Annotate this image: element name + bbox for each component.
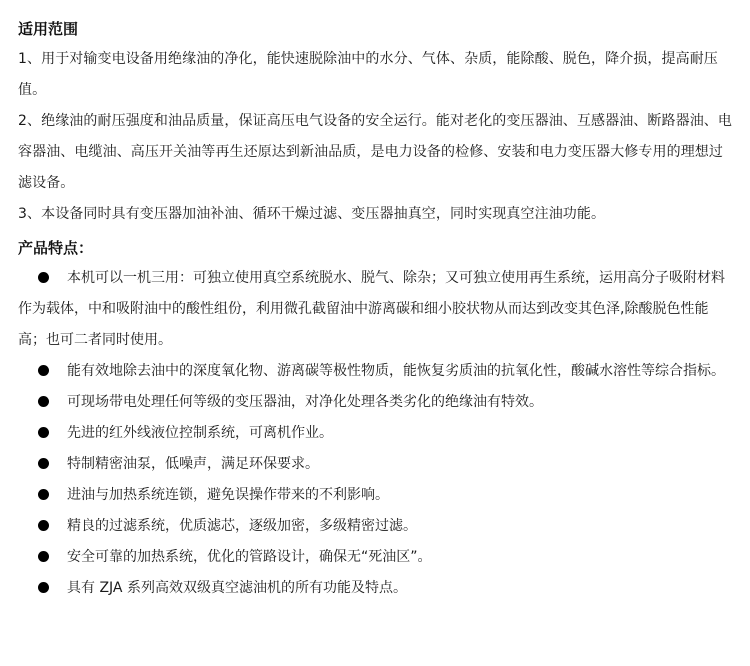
section-title-product-features: 产品特点： <box>18 239 94 257</box>
feature-list <box>18 263 732 604</box>
bullet-dot-icon <box>38 272 49 283</box>
feature-item <box>18 449 732 480</box>
feature-item <box>18 480 732 511</box>
feature-text: 本机可以一机三用：可独立使用真空系统脱水、脱气、除杂；又可独立使用再生系统，运用高分子吸附材料作为载体，中和吸附油中的酸性组份，利用微孔截留油中游离碳和细小胶状物从而达到改变其色泽,除酸脱色性能高；也可二者同时使用。 <box>18 270 725 348</box>
bullet-dot-icon <box>38 365 49 376</box>
feature-text: 先进的红外线液位控制系统，可离机作业。 <box>67 425 333 441</box>
application-item-3: 3、本设备同时具有变压器加油补油、循环干燥过滤、变压器抽真空，同时实现真空注油功能。 <box>18 206 606 222</box>
feature-text: 精良的过滤系统，优质滤芯，逐级加密，多级精密过滤。 <box>67 518 417 534</box>
feature-text: 进油与加热系统连锁，避免误操作带来的不利影响。 <box>67 487 389 503</box>
bullet-dot-icon <box>38 427 49 438</box>
section-title-application-scope: 适用范围 <box>18 20 79 38</box>
feature-text: 可现场带电处理任何等级的变压器油，对净化处理各类劣化的绝缘油有特效。 <box>67 394 543 410</box>
feature-text: 具有 ZJA 系列高效双级真空滤油机的所有功能及特点。 <box>67 580 407 596</box>
feature-text: 特制精密油泵，低噪声，满足环保要求。 <box>67 456 319 472</box>
bullet-dot-icon <box>38 582 49 593</box>
bullet-dot-icon <box>38 458 49 469</box>
application-item-1: 1、用于对输变电设备用绝缘油的净化，能快速脱除油中的水分、气体、杂质，能除酸、脱色，降介损，提高耐压值。 <box>18 51 718 98</box>
feature-item <box>18 418 732 449</box>
feature-text: 能有效地除去油中的深度氧化物、游离碳等极性物质，能恢复劣质油的抗氧化性，酸碱水溶性等综合指标。 <box>67 363 725 379</box>
bullet-dot-icon <box>38 520 49 531</box>
feature-item <box>18 387 732 418</box>
feature-item <box>18 356 732 387</box>
bullet-dot-icon <box>38 551 49 562</box>
bullet-dot-icon <box>38 396 49 407</box>
feature-item <box>18 263 732 356</box>
feature-item <box>18 573 732 604</box>
application-item-2: 2、绝缘油的耐压强度和油品质量，保证高压电气设备的安全运行。能对老化的变压器油、互感器油、断路器油、电容器油、电缆油、高压开关油等再生还原达到新油品质，是电力设备的检修、安装和电力变压器大修专用的理想过滤设备。 <box>18 113 733 191</box>
feature-item <box>18 511 732 542</box>
bullet-dot-icon <box>38 489 49 500</box>
feature-item <box>18 542 732 573</box>
feature-text: 安全可靠的加热系统，优化的管路设计，确保无“死油区”。 <box>67 549 432 565</box>
